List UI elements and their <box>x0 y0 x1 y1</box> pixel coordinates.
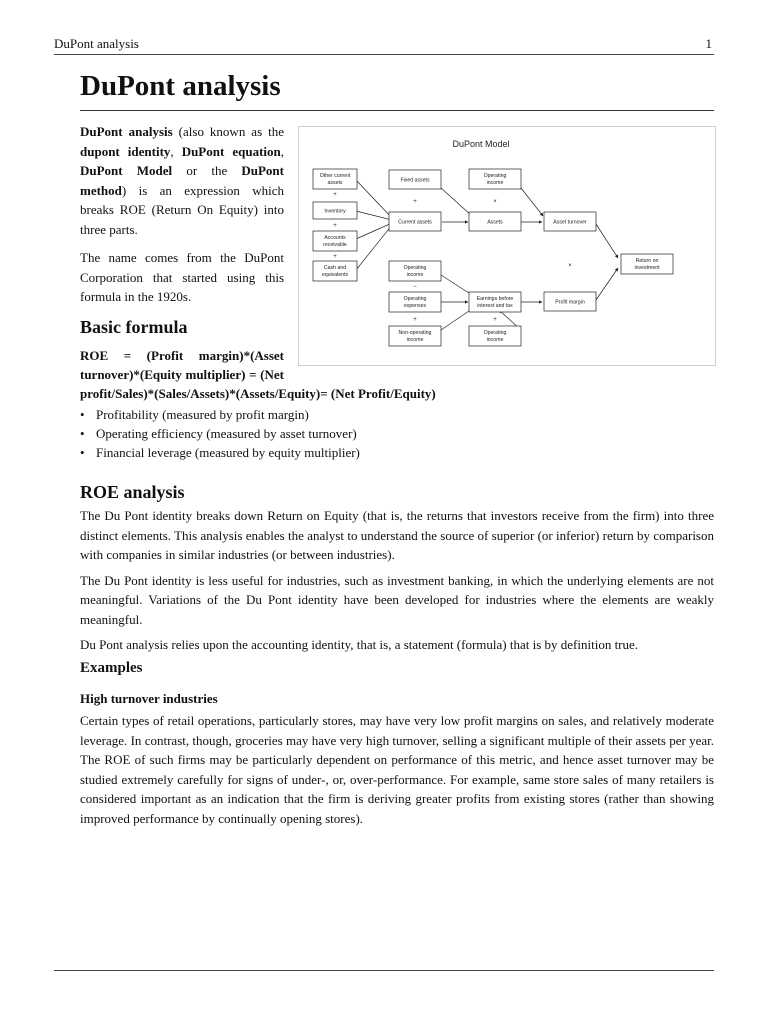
node-return-on-investment: Return on investment <box>634 258 660 271</box>
intro-section <box>80 122 284 316</box>
node-operating-income-bottom-box <box>469 326 521 346</box>
footer-divider <box>54 970 714 971</box>
node-operating-expenses: Operating expenses <box>403 296 427 309</box>
text-run: or the <box>172 163 242 178</box>
operator-plus: + <box>413 317 417 323</box>
basic-formula-heading: Basic formula <box>80 317 188 337</box>
intro-paragraph-2: The name comes from the DuPont Corporation that started using this formula in the 1920s. <box>80 250 284 304</box>
node-fixed-assets: Fixed assets <box>400 177 430 184</box>
arrow-fixed-assets <box>441 188 472 216</box>
text-run: , <box>170 143 182 159</box>
operator-times: × <box>493 199 497 205</box>
node-profit-margin: Profit margin <box>555 299 585 306</box>
term-bold: DuPont method <box>80 163 284 198</box>
roe-formula <box>80 346 436 403</box>
node-ebit-box <box>469 292 521 312</box>
operator-times: × <box>568 263 572 269</box>
diagram-title: DuPont Model <box>452 139 510 149</box>
term-bold: dupont identity <box>80 143 171 159</box>
node-operating-income-bottom: Operating income <box>483 330 507 343</box>
arrow-profit-margin <box>596 268 618 300</box>
term-bold: DuPont equation <box>181 143 281 159</box>
text-run: , <box>280 143 284 159</box>
node-operating-income-mid: Operating income <box>403 265 427 278</box>
dupont-model-figure <box>298 126 716 366</box>
node-cash: Cash and equivalents <box>321 265 349 278</box>
running-header-title: DuPont analysis <box>54 36 139 51</box>
formula-components-list <box>80 405 360 462</box>
node-accounts-receivable: Accounts receivable <box>323 235 347 248</box>
high-turnover-heading: High turnover industries <box>80 691 218 706</box>
operator-plus: + <box>333 223 337 229</box>
text-run: (also known as the <box>172 124 284 139</box>
paragraph: Certain types of retail operations, particularly stores, may have very low profit margins on sales, and relatively moderate leverage. In contrast, though, groceries may have very high turnover, selling a significant multiple of their assets per year. The ROE of such firms may be particularly dependent on performance of this metric, and hence asset turnover may be studied extremely carefully for signs of under-, or, over-performance. For example, same store sales of many retailers is considered important as an indication that the firm is deriving greater profits from existing stores (rather than showing improved performance by continually opening stores). <box>80 713 714 826</box>
list-item: • Financial leverage (measured by equity multiplier) <box>80 443 360 462</box>
paragraph: The Du Pont identity is less useful for industries, such as investment banking, in which the underlying elements are not meaningful. Variations of the Du Pont identity have been developed for industries where the elements are weakly meaningful. <box>80 572 714 627</box>
operator-minus: − <box>413 284 417 290</box>
arrow-operating-income-mid <box>441 275 472 295</box>
node-inventory: Inventory <box>324 208 346 215</box>
operator-plus: + <box>333 192 337 198</box>
roe-analysis-heading: ROE analysis <box>80 482 185 502</box>
node-cash-box <box>313 261 357 281</box>
formula-line-1: ROE = (Profit margin)*(Asset <box>80 348 284 363</box>
operator-plus: + <box>413 199 417 205</box>
examples-heading: Examples <box>80 660 143 676</box>
term-bold: DuPont analysis <box>80 124 173 139</box>
node-other-current-assets-box <box>313 169 357 189</box>
page-number: 1 <box>705 36 712 51</box>
node-current-assets: Current assets <box>398 219 432 226</box>
formula-line-2: turnover)*(Equity multiplier) = (Net <box>80 367 284 382</box>
arrow-asset-turnover <box>596 224 618 258</box>
node-operating-expenses-box <box>389 292 441 312</box>
arrow-accounts-receivable <box>356 223 392 239</box>
roe-analysis-body <box>80 506 714 661</box>
node-operating-income-top-box <box>469 169 521 189</box>
node-accounts-receivable-box <box>313 231 357 251</box>
title-divider <box>80 110 714 111</box>
paragraph: The Du Pont identity breaks down Return on Equity (that is, the returns that investors receive from the firm) into three distinct elements. This analysis enables the analyst to understand the source of superior (or inferior) return by comparison with companies in similar industries (or between industries). <box>80 508 714 562</box>
arrow-non-operating-income <box>441 309 472 330</box>
high-turnover-body <box>80 711 714 834</box>
node-operating-income-top: Operating income <box>483 173 507 186</box>
list-item: • Operating efficiency (measured by asset turnover) <box>80 424 360 443</box>
page-title: DuPont analysis <box>80 70 281 102</box>
list-item: • Profitability (measured by profit margin) <box>80 405 360 424</box>
node-ebit: Earnings before interest and tax <box>476 296 514 309</box>
node-return-on-investment-box <box>621 254 673 274</box>
node-operating-income-mid-box <box>389 261 441 281</box>
node-non-operating-income: Non-operating income <box>398 330 432 343</box>
arrow-cash <box>356 225 392 270</box>
node-non-operating-income-box <box>389 326 441 346</box>
node-assets: Assets <box>487 219 503 226</box>
dupont-model-diagram <box>299 127 715 365</box>
text-run: ) is an expression which breaks ROE (Return On Equity) into three parts. <box>80 182 284 237</box>
arrow-operating-income-top <box>521 188 543 216</box>
paragraph: Du Pont analysis relies upon the accounting identity, that is, a statement (formula) that is by definition true. <box>80 637 639 652</box>
header-divider <box>54 54 714 55</box>
operator-plus: + <box>333 254 337 260</box>
intro-paragraph-1 <box>80 122 284 239</box>
node-other-current-assets: Other current assets <box>319 173 351 186</box>
node-asset-turnover: Asset turnover <box>553 219 587 226</box>
operator-plus: + <box>493 317 497 323</box>
term-bold: DuPont Model <box>80 163 173 178</box>
formula-line-3: profit/Sales)*(Sales/Assets)*(Assets/Equity)= (Net Profit/Equity) <box>80 386 436 401</box>
